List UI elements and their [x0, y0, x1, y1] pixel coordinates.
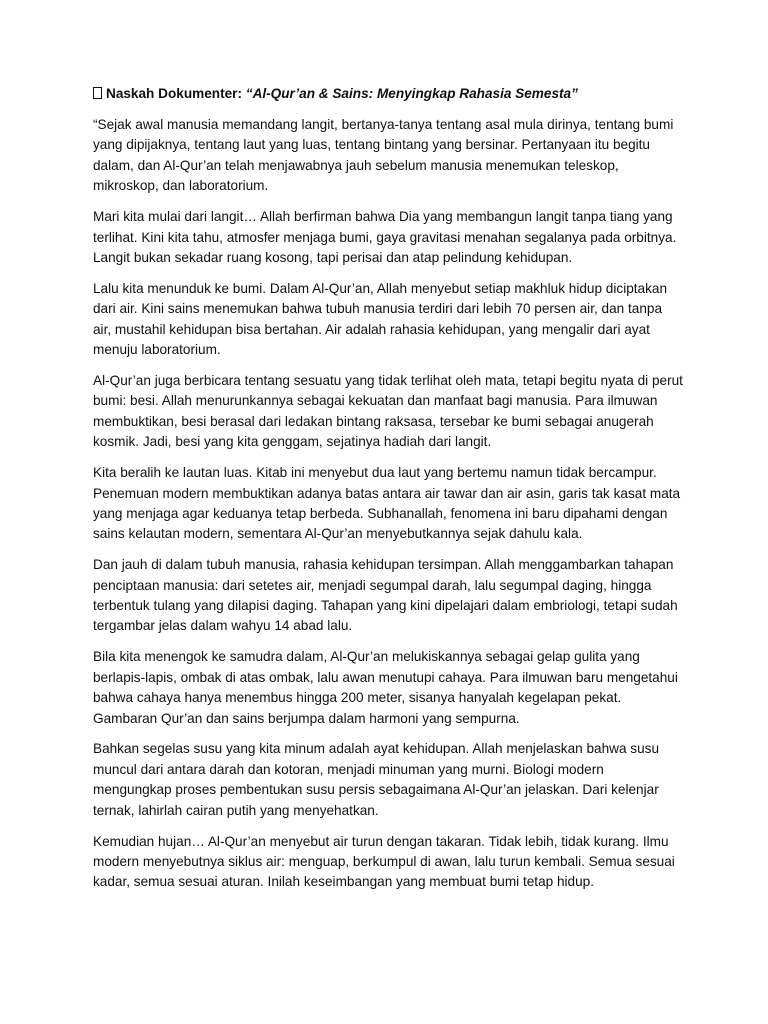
heading-title: “Al-Qur’an & Sains: Menyingkap Rahasia Semesta” [245, 86, 578, 101]
paragraph-1: “Sejak awal manusia memandang langit, bertanya-tanya tentang asal mula dirinya, tentang bumi yang dipijaknya, tentang laut yang luas, tentang bintang yang bersinar. Pertanyaan itu begitu dalam, dan Al-Qur’an telah menjawabnya jauh sebelum manusia menemukan teleskop, mikroskop, dan laboratorium. [93, 117, 674, 194]
document-body [93, 84, 683, 903]
heading-prefix: Naskah Dokumenter: [106, 86, 246, 101]
missing-glyph-icon [93, 87, 102, 99]
paragraph-3: Lalu kita menunduk ke bumi. Dalam Al-Qur’an, Allah menyebut setiap makhluk hidup diciptakan dari air. Kini sains menemukan bahwa tubuh manusia terdiri dari lebih 70 persen air, dan tanpa air, mustahil kehidupan bisa bertahan. Air adalah rahasia kehidupan, yang mengalir dari ayat menuju laboratorium. [93, 280, 668, 358]
paragraph-8: Bahkan segelas susu yang kita minum adalah ayat kehidupan. Allah menjelaskan bahwa susu muncul dari antara darah dan kotoran, menjadi minuman yang murni. Biologi modern mengungkap proses pembentukan susu persis sebagaimana Al-Qur’an jelaskan. Dari kelenjar ternak, lahirlah cairan putih yang menyehatkan. [93, 741, 660, 818]
document-heading [93, 84, 683, 104]
paragraph-2: Mari kita mulai dari langit… Allah berfirman bahwa Dia yang membangun langit tanpa tiang yang terlihat. Kini kita tahu, atmosfer menjaga bumi, gaya gravitasi menahan segalanya pada orbitnya. Langit bukan sekadar ruang kosong, tapi perisai dan atap pelindung kehidupan. [93, 209, 677, 265]
paragraph-9: Kemudian hujan… Al-Qur’an menyebut air turun dengan takaran. Tidak lebih, tidak kurang. Ilmu modern menyebutnya siklus air: menguap, berkumpul di awan, lalu turun kembali. Semua sesuai kadar, semua sesuai aturan. Inilah keseimbangan yang membuat bumi tetap hidup. [93, 833, 675, 890]
paragraph-5: Kita beralih ke lautan luas. Kitab ini menyebut dua laut yang bertemu namun tidak bercampur. Penemuan modern membuktikan adanya batas antara air tawar dan air asin, garis tak kasat mata yang menjaga agar keduanya tetap berbeda. Subhanallah, fenomena ini baru dipahami dengan sains kelautan modern, sementara Al-Qur’an menyebutkannya sejak dahulu kala. [93, 465, 681, 542]
paragraph-7: Bila kita menengok ke samudra dalam, Al-Qur’an melukiskannya sebagai gelap gulita yang berlapis-lapis, ombak di atas ombak, lalu awan menutupi cahaya. Para ilmuwan baru mengetahui bahwa cahaya hanya menembus hingga 200 meter, sisanya hanyalah kegelapan pekat. Gambaran Qur’an dan sains berjumpa dalam harmoni yang sempurna. [93, 649, 678, 726]
paragraph-6: Dan jauh di dalam tubuh manusia, rahasia kehidupan tersimpan. Allah menggambarkan tahapan penciptaan manusia: dari setetes air, menjadi segumpal darah, lalu segumpal daging, hingga terbentuk tulang yang dilapisi daging. Tahapan yang kini dipelajari dalam embriologi, tetapi sudah tergambar jelas dalam wahyu 14 abad lalu. [93, 557, 678, 634]
paragraph-4: Al-Qur’an juga berbicara tentang sesuatu yang tidak terlihat oleh mata, tetapi begitu nyata di perut bumi: besi. Allah menurunkannya sebagai kekuatan dan manfaat bagi manusia. Para ilmuwan membuktikan, besi berasal dari ledakan bintang raksasa, tersebar ke bumi sebagai anugerah kosmik. Jadi, besi yang kita genggam, sejatinya hadiah dari langit. [93, 372, 683, 450]
